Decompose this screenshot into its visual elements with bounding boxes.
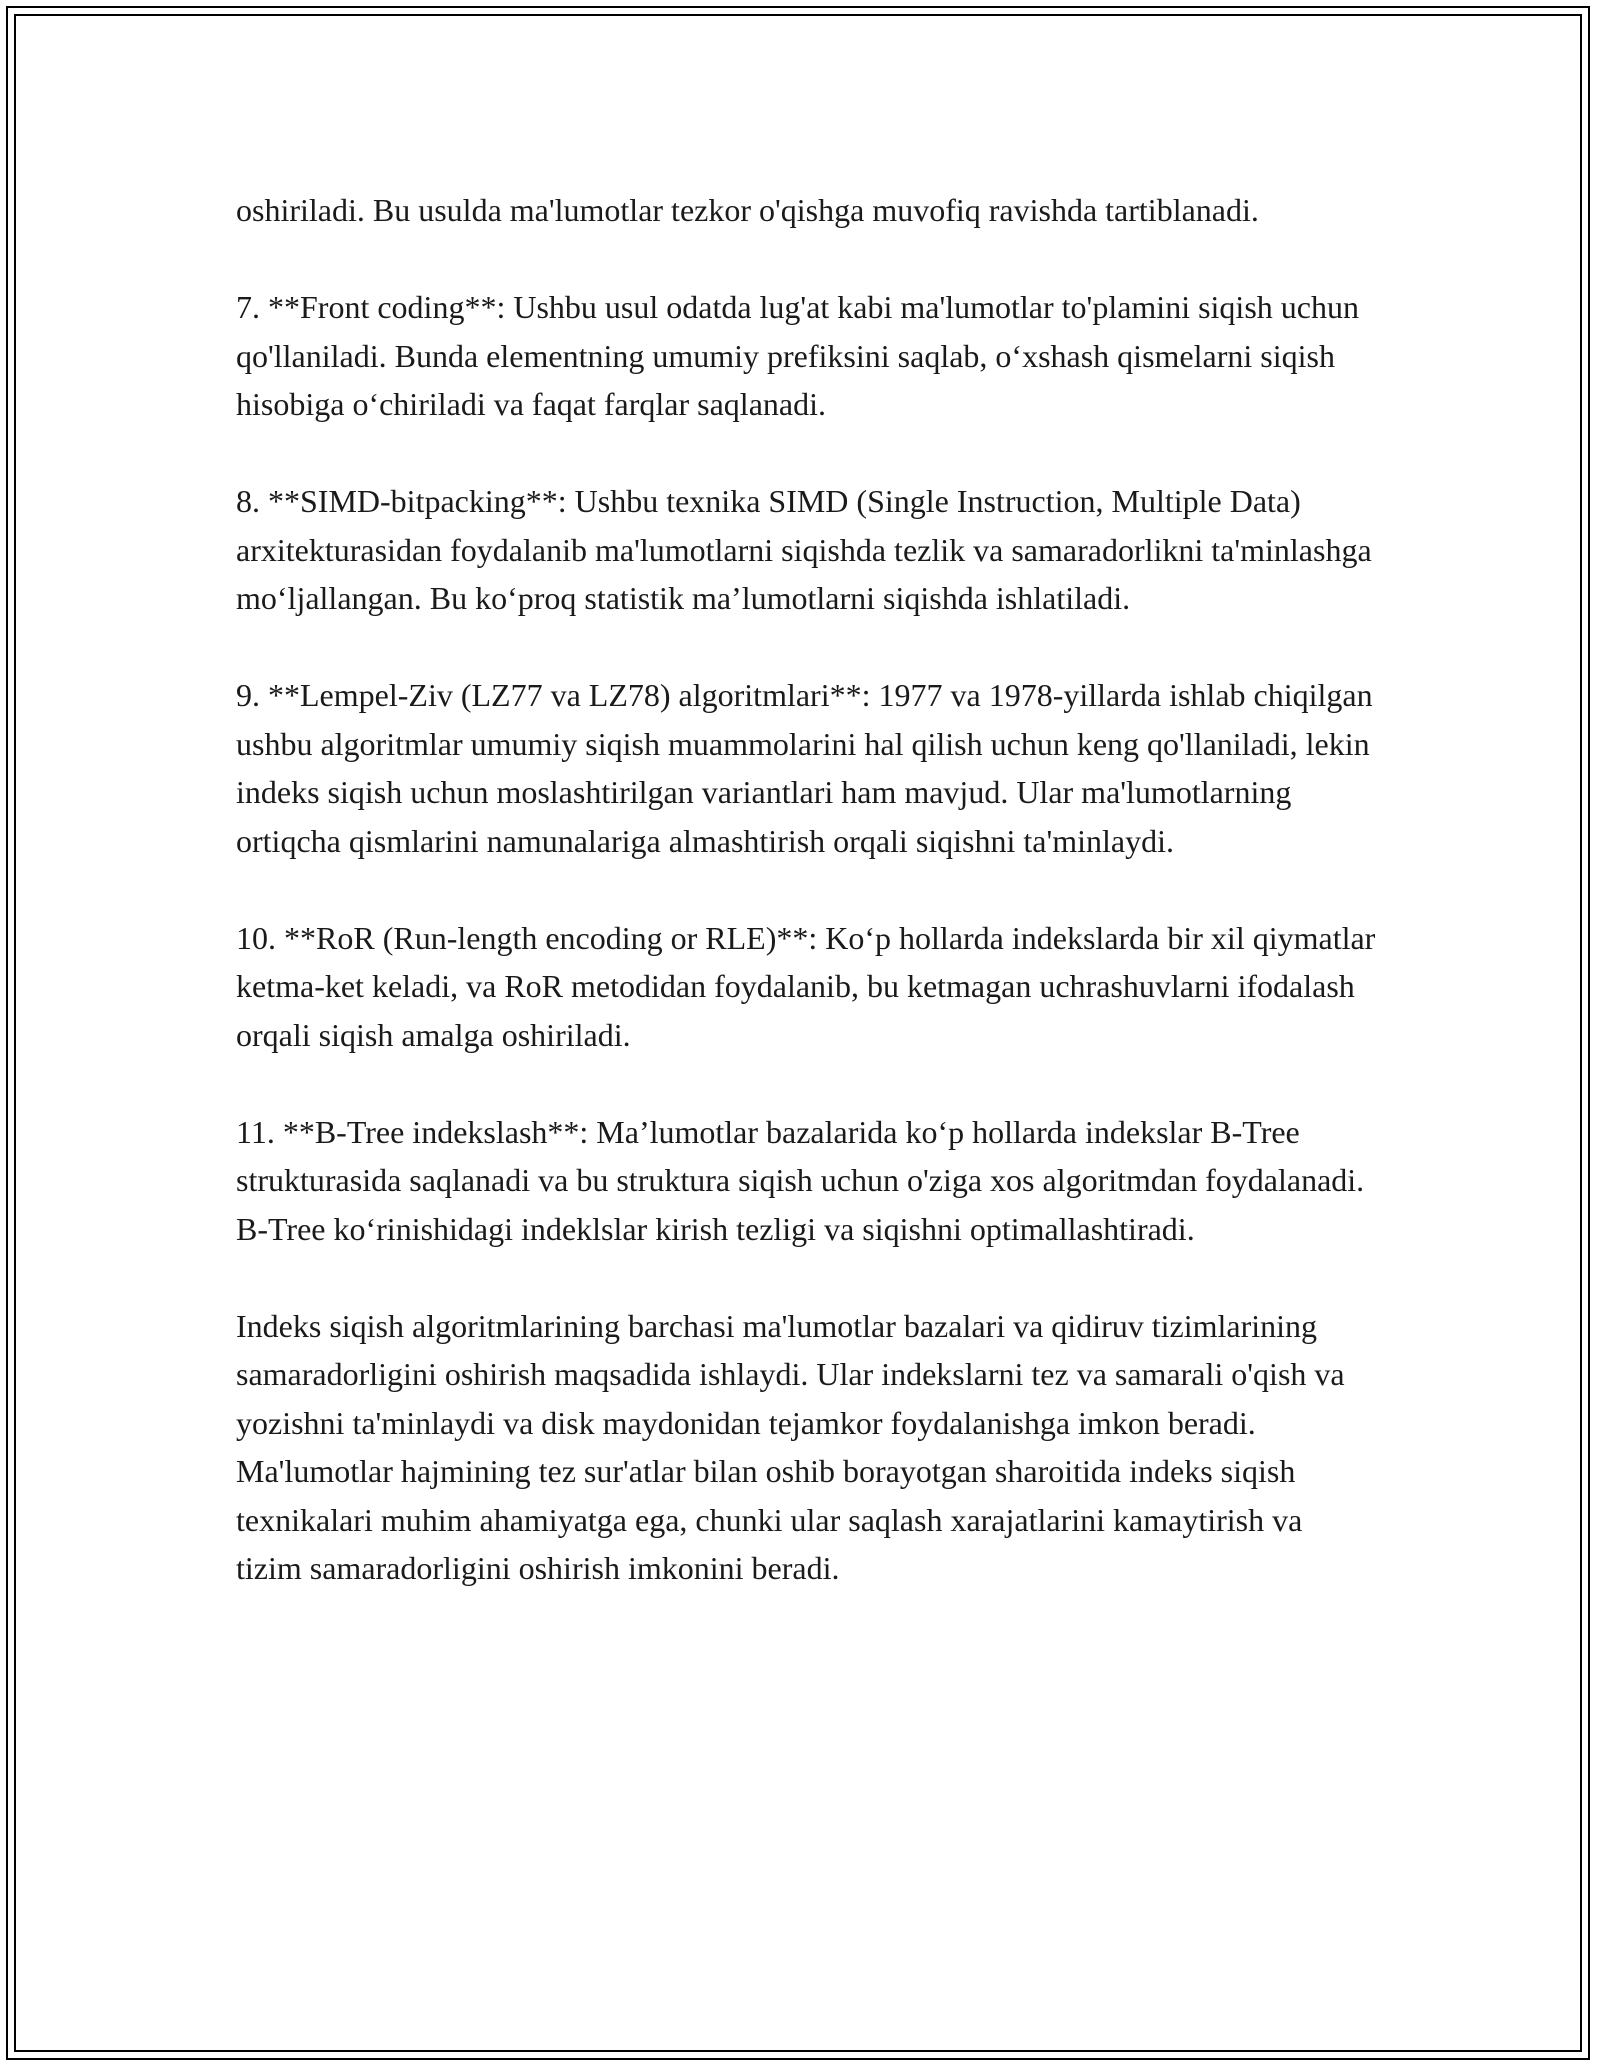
paragraph-lempel-ziv: 9. **Lempel-Ziv (LZ77 va LZ78) algoritmlari**: 1977 va 1978-yillarda ishlab chiqilgan ushbu algoritmlar umumiy siqish muammolarini hal qilish uchun keng qo'llaniladi, lekin indeks siqish uchun moslashtirilgan variantlari ham mavjud. Ular ma'lumotlarning ortiqcha qismlarini namunalariga almashtirish orqali siqishni ta'minlaydi. xyxy=(236,677,1373,859)
paragraph-ror: 10. **RoR (Run-length encoding or RLE)**: Ko‘p hollarda indekslarda bir xil qiymatlar ketma-ket keladi, va RoR metodidan foydalanib, bu ketmagan uchrashuvlarni ifodalash orqali siqish amalga oshiriladi. xyxy=(236,919,1376,1053)
paragraph-simd-bitpacking: 8. **SIMD-bitpacking**: Ushbu texnika SIMD (Single Instruction, Multiple Data) arxitekturasidan foydalanib ma'lumotlarni siqishda tezlik va samaradorlikni ta'minlashga mo‘ljallangan. Bu ko‘proq statistik ma’lumotlarni siqishda ishlatiladi. xyxy=(236,483,1372,616)
paragraph-b-tree: 11. **B-Tree indekslash**: Ma’lumotlar bazalarida ko‘p hollarda indekslar B-Tree strukturasida saqlanadi va bu struktura siqish uchun o'ziga xos algoritmdan foydalanadi. B-Tree ko‘rinishidagi indeklslar kirish tezligi va siqishni optimallashtiradi. xyxy=(236,1113,1365,1247)
paragraph-front-coding: 7. **Front coding**: Ushbu usul odatda lug'at kabi ma'lumotlar to'plamini siqish uchun qo'llaniladi. Bunda elementning umumiy prefiksini saqlab, o‘xshash qismelarni siqish hisobiga o‘chiriladi va faqat farqlar saqlanadi. xyxy=(236,289,1359,422)
paragraph-continuation: oshiriladi. Bu usulda ma'lumotlar tezkor o'qishga muvofiq ravishda tartiblanadi. xyxy=(236,192,1259,228)
paragraph-conclusion: Indeks siqish algoritmlarining barchasi ma'lumotlar bazalari va qidiruv tizimlarining samaradorligini oshirish maqsadida ishlaydi. Ular indekslarni tez va samarali o'qish va yozishni ta'minlaydi va disk maydonidan tejamkor foydalanishga imkon beradi. Ma'lumotlar hajmining tez sur'atlar bilan oshib borayotgan sharoitida indeks siqish texnikalari muhim ahamiyatga ega, chunki ular saqlash xarajatlarini kamaytirish va tizim samaradorligini oshirish imkonini beradi. xyxy=(236,1307,1345,1586)
document-body xyxy=(236,186,1376,1593)
